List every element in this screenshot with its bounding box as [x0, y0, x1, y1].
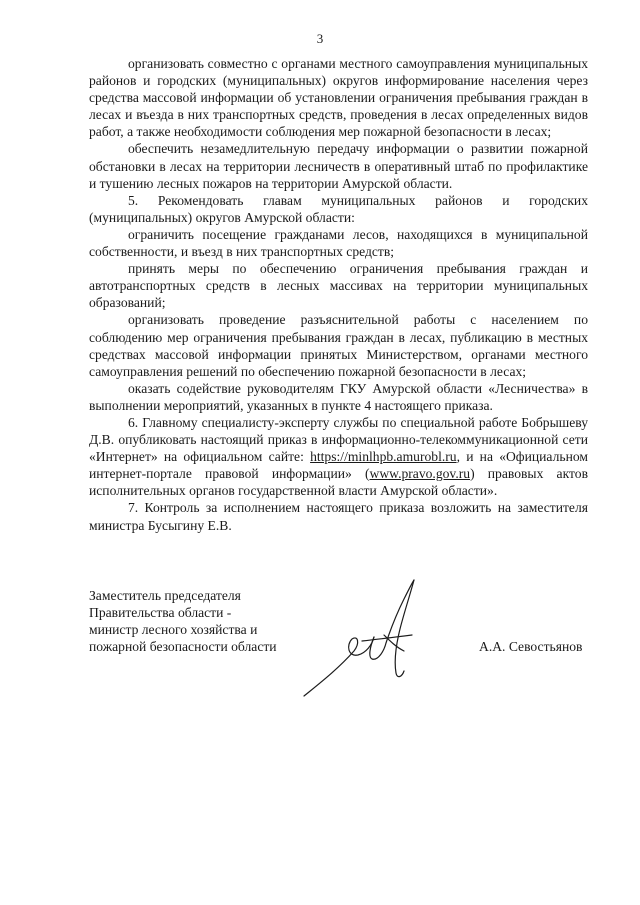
paragraph-explanatory-work: организовать проведение разъяснительной работы с населением по соблюдению мер ограничения пребывания граждан в лесах, публикацию в местных средствах массовой информации принятых Министерством, органами местного самоуправления решений по обеспечению пожарной безопасности в лесах;	[89, 312, 588, 379]
paragraph-publish	[89, 414, 588, 499]
paragraph-restrict-visits: ограничить посещение гражданами лесов, находящихся в муниципальной собственности, и въезд в них транспортных средств;	[89, 226, 588, 260]
signatory-title-line: Заместитель председателя	[89, 588, 241, 603]
signatory-title-line: пожарной безопасности области	[89, 639, 277, 655]
paragraph-assist-forestry: оказать содействие руководителям ГКУ Амурской области «Лесничества» в выполнении мероприятий, указанных в пункте 4 настоящего приказа.	[89, 380, 588, 413]
signatory-title-line: Правительства области -	[89, 605, 232, 621]
publish-text-start: 6. Главному специалисту-эксперту службы по специальной работе Бобрышеву Д.В. опубликовать настоящий приказ в информационно-телекоммуникационной сети «Интернет» на официальном сайте:	[89, 414, 588, 465]
link-minlhpb[interactable]: https://minlhpb.amurobl.ru	[310, 449, 457, 465]
signatory-name: А.А. Севостьянов	[479, 639, 583, 654]
link-pravo-gov[interactable]: www.pravo.gov.ru	[369, 466, 471, 482]
document-body	[89, 55, 588, 534]
signatory-title-line: министр лесного хозяйства и	[89, 622, 258, 638]
paragraph-take-measures: принять меры по обеспечению ограничения пребывания граждан и автотранспортных средств в лесных массивах на территории муниципальных образований;	[89, 261, 588, 311]
page-number: 3	[316, 31, 324, 46]
publish-text-middle: , и на «Официальном интернет-портале правовой информации» (	[89, 449, 588, 482]
handwritten-signature	[300, 575, 440, 700]
publish-text-end: ) правовых актов исполнительных органов государственной власти Амурской области».	[89, 466, 588, 499]
paragraph-transfer-info: обеспечить незамедлительную передачу информации о развитии пожарной обстановки в лесах на территории лесничеств в оперативный штаб по профилактике и тушению лесных пожаров на территории Амурской области.	[89, 141, 588, 191]
paragraph-recommend: 5. Рекомендовать главам муниципальных районов и городских (муниципальных) округов Амурской области:	[89, 192, 588, 225]
paragraph-control: 7. Контроль за исполнением настоящего приказа возложить на заместителя министра Бусыгину Е.В.	[89, 500, 588, 533]
paragraph-inform-population: организовать совместно с органами местного самоуправления муниципальных районов и городских (муниципальных) округов информирование населения через средства массовой информации об установлении ограничения пребывания граждан в лесах и въезда в них транспортных средств, проведения в лесах определенных видов работ, а также необходимости соблюдения мер пожарной безопасности в лесах;	[89, 56, 588, 140]
